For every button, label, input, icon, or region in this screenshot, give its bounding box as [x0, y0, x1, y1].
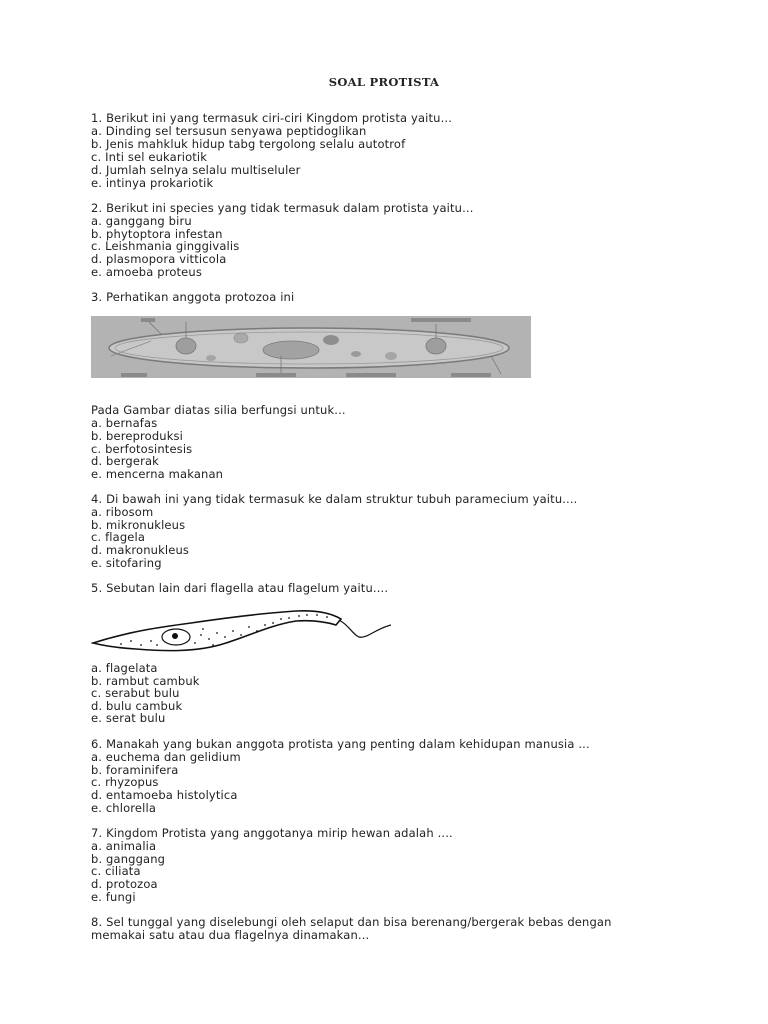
q5-option-c: c. serabut bulu [91, 686, 180, 700]
q3-option-a: a. bernafas [91, 416, 158, 430]
q2-option-a: a. ganggang biru [91, 214, 192, 228]
q1-option-b: b. Jenis mahkluk hidup tabg tergolong selalu autotrof [91, 137, 406, 151]
q1-option-e: e. intinya prokariotik [91, 176, 214, 190]
q2-option-e: e. amoeba proteus [91, 265, 202, 279]
q3-option-e: e. mencerna makanan [91, 467, 224, 481]
q2-option-d: d. plasmopora vitticola [91, 252, 227, 266]
q5-option-d: d. bulu cambuk [91, 699, 183, 713]
question-3: 3. Perhatikan anggota protozoa ini [91, 290, 295, 304]
q7-option-a: a. animalia [91, 839, 157, 853]
q3-option-b: b. bereproduksi [91, 429, 184, 443]
q1-option-d: d. Jumlah selnya selalu multiseluler [91, 163, 301, 177]
q7-option-c: c. ciliata [91, 864, 141, 878]
q4-option-e: e. sitofaring [91, 556, 162, 570]
q3-option-c: c. berfotosintesis [91, 442, 193, 456]
question-8-line-1: 8. Sel tunggal yang diselebungi oleh selaput dan bisa berenang/bergerak bebas dengan [91, 915, 612, 929]
q4-option-c: c. flagela [91, 530, 146, 544]
q6-option-e: e. chlorella [91, 801, 157, 815]
question-8-line-2: memakai satu atau dua flagelnya dinamakan... [91, 928, 370, 942]
q6-option-a: a. euchema dan gelidium [91, 750, 241, 764]
trypanosoma-figure [91, 605, 396, 657]
q2-option-b: b. phytoptora infestan [91, 227, 223, 241]
q5-option-e: e. serat bulu [91, 711, 166, 725]
question-5: 5. Sebutan lain dari flagella atau flagelum yaitu.... [91, 581, 389, 595]
question-2: 2. Berikut ini species yang tidak termasuk dalam protista yaitu... [91, 201, 474, 215]
q7-option-e: e. fungi [91, 890, 136, 904]
q7-option-b: b. ganggang [91, 852, 166, 866]
q7-option-d: d. protozoa [91, 877, 158, 891]
q1-option-a: a. Dinding sel tersusun senyawa peptidoglikan [91, 124, 367, 138]
paramecium-figure [91, 316, 531, 378]
q5-option-a: a. flagelata [91, 661, 158, 675]
q6-option-b: b. foraminifera [91, 763, 179, 777]
question-6: 6. Manakah yang bukan anggota protista yang penting dalam kehidupan manusia ... [91, 737, 590, 751]
question-3-sub: Pada Gambar diatas silia berfungsi untuk... [91, 403, 346, 417]
q4-option-b: b. mikronukleus [91, 518, 186, 532]
q2-option-c: c. Leishmania ginggivalis [91, 239, 240, 253]
q4-option-a: a. ribosom [91, 505, 154, 519]
q6-option-c: c. rhyzopus [91, 775, 159, 789]
q3-option-d: d. bergerak [91, 454, 159, 468]
q5-option-b: b. rambut cambuk [91, 674, 200, 688]
q1-option-c: c. Inti sel eukariotik [91, 150, 208, 164]
q6-option-d: d. entamoeba histolytica [91, 788, 238, 802]
page-title: SOAL PROTISTA [328, 75, 440, 89]
question-7: 7. Kingdom Protista yang anggotanya mirip hewan adalah .... [91, 826, 453, 840]
question-1: 1. Berikut ini yang termasuk ciri-ciri Kingdom protista yaitu... [91, 111, 452, 125]
question-4: 4. Di bawah ini yang tidak termasuk ke dalam struktur tubuh paramecium yaitu.... [91, 492, 578, 506]
q4-option-d: d. makronukleus [91, 543, 190, 557]
